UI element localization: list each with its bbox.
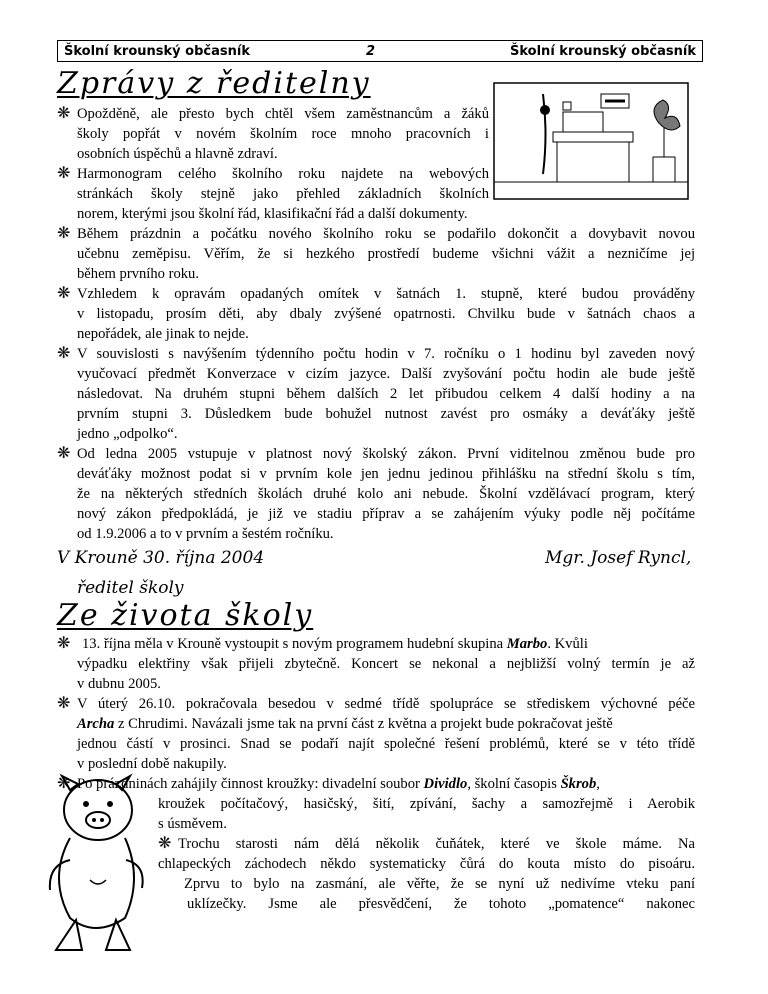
- page-header: [57, 40, 703, 62]
- s2-b2-line1: V úterý 26.10. pokračovala besedou v sedmé třídě spolupráce se střediskem výchovné péče: [77, 696, 695, 712]
- s2-b1-line2: výpadku elektřiny však přijeli zbytečně. Koncert se nekonal a nejbližší volný termín je až: [77, 656, 695, 672]
- s1-b3-line2: učebnu zeměpisu. Věřím, že si hezkého prostředí budeme všichni vážit a nezničíme jej: [77, 246, 695, 262]
- magazine-name-skrob: Škrob: [560, 776, 597, 792]
- s2-b4-line2: chlapeckých záchodech někdo systematicky čůrá do kouta místo do pisoáru.: [158, 856, 695, 872]
- s2-b4-line4: uklízečky. Jsme ale přesvědčení, že tohoto „pomatence“ nakonec: [187, 896, 695, 912]
- s2-b1-line1: 13. října měla v Krouně vystoupit s novým programem hudební skupina Marbo. Kvůli: [82, 636, 588, 652]
- bullet-icon: ❋: [57, 225, 71, 242]
- bullet-icon: ❋: [57, 775, 71, 792]
- bullet-icon: ❋: [57, 635, 71, 652]
- club-name-dividlo: Dividlo: [423, 776, 468, 792]
- s1-b4-line3: nepořádek, ale jinak to nejde.: [77, 326, 249, 342]
- s1-b5-line3: následovat. Na druhém stupni během dalších 2 let přibudou celkem 4 další hodiny a na: [77, 386, 695, 402]
- s1-b1-line1: Opožděně, ale přesto bych chtěl všem zaměstnancům a žáků: [77, 106, 489, 122]
- s1-b6-line1: Od ledna 2005 vstupuje v platnost nový školský zákon. První viditelnou změnou bude pro: [77, 446, 695, 462]
- bullet-icon: ❋: [57, 285, 71, 302]
- s1-b5-line2: vyučovací předmět Konverzace v cizím jazyce. Další zvyšování počtu hodin ale bude ještě: [77, 366, 695, 382]
- bullet-icon: ❋: [57, 105, 71, 122]
- s2-b2-line2: Archa z Chrudimi. Navázali jsme tak na první část z května a projekt bude pokračovat ještě: [77, 716, 613, 732]
- s2-b4-line1: Trochu starosti nám dělá několik čuňátek, které ve škole máme. Na: [178, 836, 695, 852]
- section-title-zivot: Ze života školy: [57, 598, 314, 633]
- s2-b2-line4: v poslední době nakupily.: [77, 756, 227, 772]
- pig-illustration: [40, 770, 150, 960]
- s1-b6-line2: deváťáky možnost podat si v prvním kole jen jednu jedinou přihlášku na střední školu s tím,: [77, 466, 695, 482]
- bullet-icon: ❋: [57, 165, 71, 182]
- bullet-icon: ❋: [57, 345, 71, 362]
- s1-b4-line2: v listopadu, prosím děti, aby dbaly zvýšené opatrnosti. Chvilku bude v šatnách chaos a: [77, 306, 695, 322]
- signature-place-date: V Krouně 30. října 2004: [57, 548, 265, 568]
- office-illustration: [493, 82, 689, 200]
- page-number: 2: [366, 44, 376, 59]
- bullet-icon: ❋: [158, 835, 172, 852]
- s2-b1-line3: v dubnu 2005.: [77, 676, 161, 692]
- s1-b3-line3: během prvního roku.: [77, 266, 199, 282]
- s1-b5-line5: jedno „odpolko“.: [77, 426, 178, 442]
- s1-b6-line4: nový zákon předpokládá, je již ve stadiu příprav a se zahájením výuky podle něj počítáme: [77, 506, 695, 522]
- signature-role: ředitel školy: [77, 578, 184, 598]
- s2-b3-line3: s úsměvem.: [158, 816, 227, 832]
- header-right-title: Školní krounský občasník: [510, 44, 696, 59]
- s1-b6-line5: od 1.9.2006 a to v prvním a šestém ročníku.: [77, 526, 334, 542]
- band-name-marbo: Marbo: [506, 636, 548, 652]
- s2-b3-line1: Po prázdninách zahájily činnost kroužky: divadelní soubor Dividlo, školní časopis Škrob,: [77, 776, 600, 792]
- org-name-archa: Archa: [77, 716, 115, 732]
- section-title-zpravy: Zprávy z ředitelny: [57, 66, 371, 101]
- s1-b5-line4: prvním stupni 3. Důsledkem bude bohužel nutnost zavést pro osmáky a deváťáky ještě: [77, 406, 695, 422]
- header-left-title: Školní krounský občasník: [64, 44, 250, 59]
- s1-b1-line2: školy popřát v novém školním roce mnoho pracovních i: [77, 126, 489, 142]
- s1-b2-line2: stránkách školy stejně jako přehled základních školních: [77, 186, 489, 202]
- s1-b3-line1: Během prázdnin a počátku nového školního roku se podařilo dokončit a dovybavit novou: [77, 226, 695, 242]
- s1-b2-line1: Harmonogram celého školního roku najdete na webových: [77, 166, 489, 182]
- s1-b2-line3: norem, kterými jsou školní řád, klasifikační řád a další dokumenty.: [77, 206, 468, 222]
- s1-b5-line1: V souvislosti s navýšením týdenního počtu hodin v 7. ročníku o 1 hodinu byl zaveden nový: [77, 346, 695, 362]
- s1-b6-line3: že na některých středních školách druhé kolo ani nebude. Školní vzdělávací program, který: [77, 486, 695, 502]
- s2-b3-line2: kroužek počítačový, hasičský, šití, zpívání, šachy a samozřejmě i Aerobik: [158, 796, 695, 812]
- s2-b2-line3: jednou částí v prosinci. Snad se podaří najít společné řešení problémů, které se v této třídě: [77, 736, 695, 752]
- s1-b4-line1: Vzhledem k opravám opadaných omítek v šatnách 1. stupně, které budou prováděny: [77, 286, 695, 302]
- s1-b1-line3: osobních úspěchů a hlavně zdraví.: [77, 146, 278, 162]
- signature-name: Mgr. Josef Ryncl,: [545, 548, 692, 568]
- bullet-icon: ❋: [57, 695, 71, 712]
- s2-b4-line3: Zprvu to bylo na zasmání, ale věřte, že se nyní už nedivíme vteku paní: [184, 876, 695, 892]
- bullet-icon: ❋: [57, 445, 71, 462]
